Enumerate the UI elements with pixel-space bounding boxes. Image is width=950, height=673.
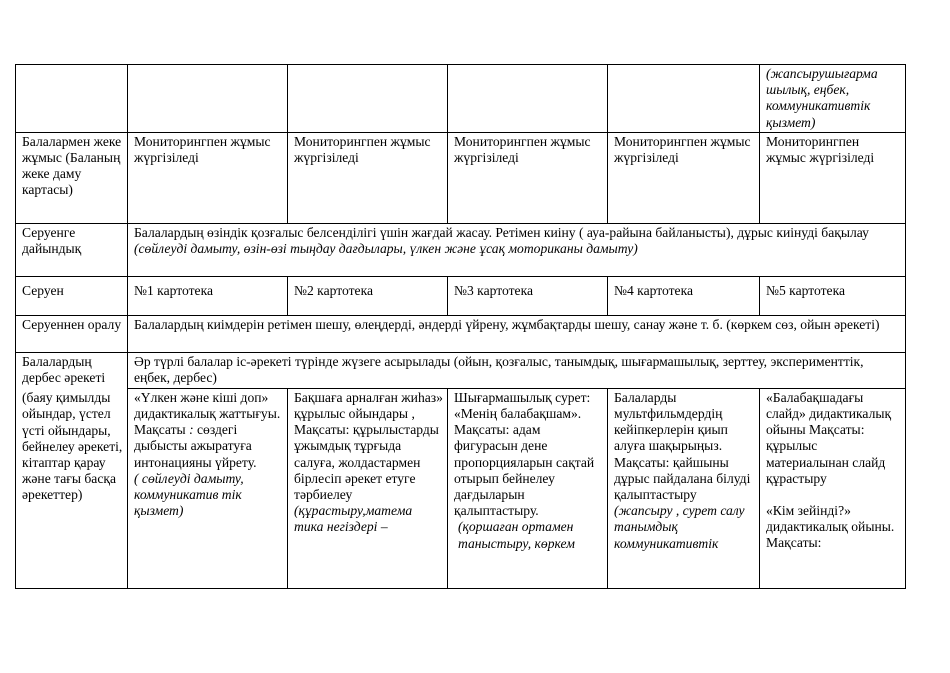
activity-cell-1 (128, 388, 288, 588)
activity-1-colon: : (189, 422, 194, 438)
activity-2-text: Бақшаға арналған жиһаз» құрылыс ойындары , Мақсаты: құрылыстарды ұжымдық тұрғыда салуға, жолдастармен бірлесіп әрекет етуге тәрбиелеу (294, 389, 443, 503)
walk-card-3: №3 картотека (448, 276, 608, 315)
monitoring-cell-2: Мониторингпен жұмыс жүргізіледі (288, 132, 448, 223)
table-cell (448, 65, 608, 133)
row-label-return-from-walk: Серуеннен оралу (16, 315, 128, 352)
row-label-walk: Серуен (16, 276, 128, 315)
activity-note-cell: (жапсырушығарма шылық, еңбек, коммуникативтік қызмет) (760, 65, 906, 133)
activity-3-note: (қоршаған ортамен таныстыру, көркем (458, 519, 575, 551)
monitoring-cell-3: Мониторингпен жұмыс жүргізіледі (448, 132, 608, 223)
independent-activity-title: Балалардың дербес әрекеті (22, 353, 106, 386)
walk-card-2: №2 картотека (288, 276, 448, 315)
table-row-individual-work (16, 132, 906, 223)
monitoring-cell-1: Мониторингпен жұмыс жүргізіледі (128, 132, 288, 223)
table-cell (128, 65, 288, 133)
table-row-walk (16, 276, 906, 315)
activity-4-text: Балаларды мультфильмдердің кейіпкерлерін қиып алуға шақырыңыз. Мақсаты: қайшыны дұрыс пайдалана білуді қалыптастыру (614, 389, 751, 503)
row-label-walk-preparation: Серуенге дайындық (16, 223, 128, 276)
table-row-top (16, 65, 906, 133)
activity-4-note: (жапсыру , сурет салу танымдық коммуникативтік (614, 503, 745, 551)
activity-5-gap (766, 487, 901, 503)
activity-1-text-2: сөздегі дыбысты ажыратуға интонацияны үйрету. (134, 422, 257, 470)
activity-cell-3 (448, 388, 608, 588)
activity-3-text: Шығармашылық сурет: «Менің балабақшам». Мақсаты: адам фигурасын дене пропорцияларын сақтай отырып бейнелеу дағдыларын қалыптастыру. (454, 389, 595, 519)
walk-card-4: №4 картотека (608, 276, 760, 315)
schedule-table (15, 64, 906, 589)
monitoring-cell-4: Мониторингпен жұмыс жүргізіледі (608, 132, 760, 223)
row-label-independent-activity (16, 352, 128, 588)
monitoring-cell-5: Мониторингпен жұмыс жүргізіледі (760, 132, 906, 223)
table-cell (288, 65, 448, 133)
activity-cell-5 (760, 388, 906, 588)
walk-preparation-note: (сөйлеуді дамыту, өзін-өзі тыңдау дағдылары, үлкен және ұсақ моториканы дамыту) (134, 241, 638, 257)
activity-cell-4 (608, 388, 760, 588)
walk-preparation-text: Балалардың өзіндік қозғалыс белсенділігі үшін жағдай жасау. Ретімен киіну ( ауа-райына байланысты), дұрыс киінуді бақылау (134, 224, 869, 240)
independent-activity-intro: Әр түрлі балалар іс-әрекеті түрінде жүзеге асырылады (ойын, қозғалыс, танымдық, шығармашылық, зерттеу, эксперименттік, еңбек, дербес) (128, 352, 906, 388)
table-row-return-from-walk (16, 315, 906, 352)
walk-card-1: №1 картотека (128, 276, 288, 315)
table-row-walk-preparation (16, 223, 906, 276)
activity-1-text: «Үлкен және кіші доп» дидактикалық жаттығуы. Мақсаты (134, 389, 281, 438)
table-row-independent-activity (16, 352, 906, 388)
activity-1-note: ( сөйлеуді дамыту, коммуникатив тік қызмет) (134, 470, 244, 519)
activity-5-text-2: «Кім зейінді?» дидактикалық ойыны. Мақсаты: (766, 503, 895, 551)
walk-preparation-cell (128, 223, 906, 276)
independent-activity-details: (баяу қимылды ойындар, үстел үсті ойындары, бейнелеу әрекеті, кітаптар қарау және тағы басқа әрекеттер) (22, 390, 123, 503)
activity-cell-2 (288, 388, 448, 588)
table-row-independent-activity-days (16, 388, 906, 588)
activity-2-note: (құрастыру,матема тика негіздері – (294, 503, 413, 535)
table-cell (16, 65, 128, 133)
walk-card-5: №5 картотека (760, 276, 906, 315)
return-from-walk-cell: Балалардың киімдерін ретімен шешу, өлеңдерді, әндерді үйрену, жұмбақтарды шешу, санау және т. б. (көркем сөз, ойын әрекеті) (128, 315, 906, 352)
table-cell (608, 65, 760, 133)
activity-5-text: «Балабақшадағы слайд» дидактикалық ойыны Мақсаты: құрылыс материалынан слайд құрастыру (766, 389, 892, 486)
row-label-individual-work: Балалармен жеке жұмыс (Баланың жеке даму картасы) (16, 132, 128, 223)
